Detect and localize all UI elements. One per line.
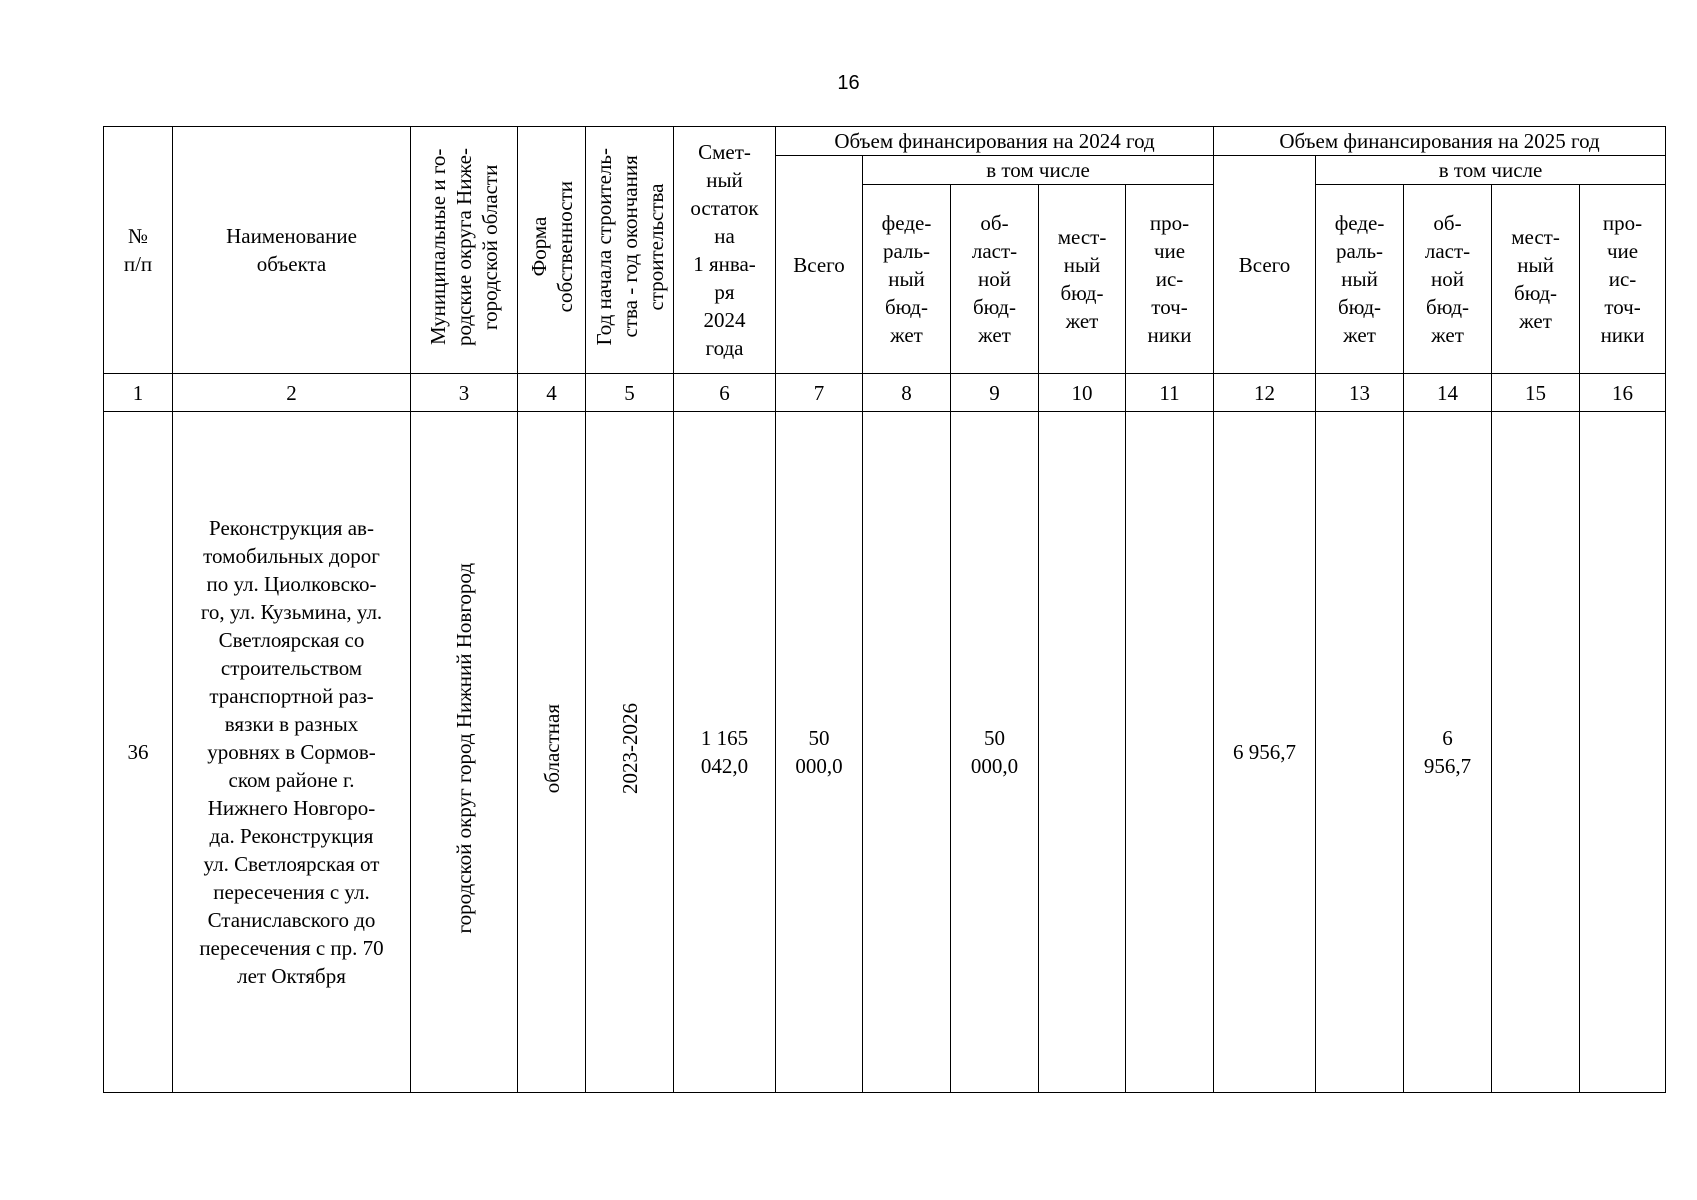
column-number-row — [104, 374, 1666, 412]
total-2025: 6 956,7 — [1214, 412, 1316, 1093]
header-number: № п/п — [104, 127, 173, 374]
local-2025 — [1492, 412, 1580, 1093]
header-object-name: Наименование объекта — [173, 127, 411, 374]
construction-years: 2023-2026 — [586, 412, 674, 1093]
oblast-2025: 6 956,7 — [1404, 412, 1492, 1093]
federal-2024 — [863, 412, 951, 1093]
column-number: 11 — [1126, 374, 1214, 412]
header-ownership: Форма собственности — [518, 127, 586, 374]
header-estimate-remainder: Смет- ный остаток на 1 янва- ря 2024 года — [674, 127, 776, 374]
header-local-2025: мест- ный бюд- жет — [1492, 185, 1580, 374]
column-number: 7 — [776, 374, 863, 412]
header-federal-2025: феде- раль- ный бюд- жет — [1316, 185, 1404, 374]
row-number: 36 — [104, 412, 173, 1093]
estimate-remainder: 1 165 042,0 — [674, 412, 776, 1093]
column-number: 10 — [1039, 374, 1126, 412]
column-number: 4 — [518, 374, 586, 412]
object-name: Реконструкция ав- томобильных дорог по ул. Циолковско- го, ул. Кузьмина, ул. Светлоярская со строительством транспортной раз- вязки в разных уровнях в Сормов- ском районе г. Нижнего Новгоро- да. Реконструкция ул. Светлоярская от пересечения с ул. Станиславского до пересечения с пр. 70 лет Октября — [173, 412, 411, 1093]
header-other-2024: про- чие ис- точ- ники — [1126, 185, 1214, 374]
column-number: 8 — [863, 374, 951, 412]
column-number: 14 — [1404, 374, 1492, 412]
header-total-2025: Всего — [1214, 156, 1316, 374]
header-oblast-2024: об- ласт- ной бюд- жет — [951, 185, 1039, 374]
header-financing-2025: Объем финансирования на 2025 год — [1214, 127, 1666, 156]
table-row — [104, 412, 1666, 1093]
federal-2025 — [1316, 412, 1404, 1093]
column-number: 6 — [674, 374, 776, 412]
header-oblast-2025: об- ласт- ной бюд- жет — [1404, 185, 1492, 374]
header-federal-2024: феде- раль- ный бюд- жет — [863, 185, 951, 374]
header-local-2024: мест- ный бюд- жет — [1039, 185, 1126, 374]
local-2024 — [1039, 412, 1126, 1093]
municipality: городской округ город Нижний Новгород — [411, 412, 518, 1093]
header-financing-2024: Объем финансирования на 2024 год — [776, 127, 1214, 156]
column-number: 16 — [1580, 374, 1666, 412]
total-2024: 50 000,0 — [776, 412, 863, 1093]
oblast-2024: 50 000,0 — [951, 412, 1039, 1093]
column-number: 2 — [173, 374, 411, 412]
header-construction-years: Год начала строитель- ства - год окончания строительства — [586, 127, 674, 374]
column-number: 12 — [1214, 374, 1316, 412]
column-number: 3 — [411, 374, 518, 412]
header-including-2024: в том числе — [863, 156, 1214, 185]
column-number: 1 — [104, 374, 173, 412]
header-including-2025: в том числе — [1316, 156, 1666, 185]
column-number: 13 — [1316, 374, 1404, 412]
other-2025 — [1580, 412, 1666, 1093]
header-municipality: Муниципальные и го- родские округа Ниже- городской области — [411, 127, 518, 374]
financing-table — [103, 126, 1666, 1093]
header-other-2025: про- чие ис- точ- ники — [1580, 185, 1666, 374]
column-number: 9 — [951, 374, 1039, 412]
ownership: областная — [518, 412, 586, 1093]
page-number: 16 — [837, 72, 860, 94]
column-number: 15 — [1492, 374, 1580, 412]
other-2024 — [1126, 412, 1214, 1093]
header-total-2024: Всего — [776, 156, 863, 374]
column-number: 5 — [586, 374, 674, 412]
